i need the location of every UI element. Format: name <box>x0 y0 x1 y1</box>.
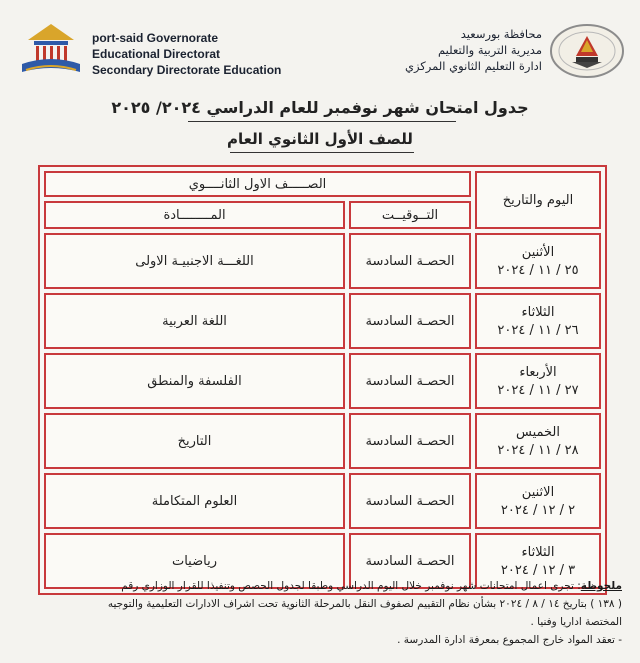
subject-cell: الفلسفة والمنطق <box>44 353 345 409</box>
governorate-ar: محافظة بورسعيد <box>460 27 542 41</box>
day-cell <box>475 293 601 349</box>
directorate-en: Educational Directorat <box>92 47 221 61</box>
note-line-3: المختصة اداريا وفنيا . <box>530 616 622 628</box>
note-line-4: - تعقد المواد خارج المجموع بمعرفة ادارة المدرسة . <box>397 634 622 646</box>
exam-date: ٢ / ١٢ / ٢٠٢٤ <box>500 502 576 518</box>
day-cell <box>475 413 601 469</box>
exam-date: ٢٧ / ١١ / ٢٠٢٤ <box>497 382 579 398</box>
table-row <box>44 473 601 529</box>
exam-table <box>38 165 607 595</box>
time-cell: الحصـة السادسة <box>349 233 471 289</box>
subject-header: المــــــــادة <box>44 201 345 229</box>
exam-date: ٢٥ / ١١ / ٢٠٢٤ <box>497 262 579 278</box>
time-header: التــوقيــت <box>349 201 471 229</box>
title-underline <box>188 121 456 122</box>
exam-date: ٢٨ / ١١ / ٢٠٢٤ <box>497 442 579 458</box>
day-cell <box>475 353 601 409</box>
time-cell: الحصـة السادسة <box>349 533 471 589</box>
day-name: الأثنين <box>521 244 555 260</box>
day-cell <box>475 473 601 529</box>
notes-section <box>18 577 622 649</box>
time-cell: الحصـة السادسة <box>349 413 471 469</box>
secondary-directorate-ar: ادارة التعليم الثانوي المركزي <box>404 59 542 73</box>
table-row <box>44 353 601 409</box>
table-row <box>44 413 601 469</box>
day-name: الخميس <box>516 424 560 440</box>
day-date-header: اليوم والتاريخ <box>475 171 601 229</box>
grade-header: الصـــــف الاول الثانــــوي <box>44 171 471 197</box>
day-name: الثلاثاء <box>521 304 555 320</box>
subject-cell: رياضيات <box>44 533 345 589</box>
header-english <box>92 30 281 78</box>
schedule-title: جدول امتحان شهر نوفمبر للعام الدراسي ٢٠٢٤/ ٢٠٢٥ <box>111 98 529 117</box>
subject-cell: العلوم المتكاملة <box>44 473 345 529</box>
note-text-1: : تجرى اعمال امتحانات شهر نوفمبر خلال اليوم الدراسي وطبقا لجدول الحصص وتنفيذا للقرار الوزاري رقم <box>121 580 581 592</box>
day-name: الأربعاء <box>519 364 557 380</box>
day-name: الاثنين <box>521 484 555 500</box>
day-name: الثلاثاء <box>521 544 555 560</box>
subtitle-underline <box>230 152 414 153</box>
grade-title: للصف الأول الثانوي العام <box>227 130 413 148</box>
table-row <box>44 233 601 289</box>
table-row <box>44 293 601 349</box>
governorate-en: port-said Governorate <box>92 31 219 45</box>
note-line-1 <box>18 577 622 595</box>
subject-cell: اللغة العربية <box>44 293 345 349</box>
subject-cell: التاريخ <box>44 413 345 469</box>
directorate-logo-icon <box>548 22 626 80</box>
time-cell: الحصـة السادسة <box>349 353 471 409</box>
note-label: ملحوظة <box>580 580 622 592</box>
directorate-ar: مديرية التربية والتعليم <box>438 43 542 57</box>
secondary-directorate-en: Secondary Directorate Education <box>92 63 282 77</box>
header-arabic <box>405 26 542 74</box>
subject-cell: اللغـــة الاجنبيـة الاولى <box>44 233 345 289</box>
ministry-logo-icon <box>14 18 88 80</box>
day-cell <box>475 233 601 289</box>
time-cell: الحصـة السادسة <box>349 473 471 529</box>
exam-date: ٢٦ / ١١ / ٢٠٢٤ <box>497 322 579 338</box>
time-cell: الحصـة السادسة <box>349 293 471 349</box>
note-line-2: ( ١٣٨ ) بتاريخ ١٤ / ٨ / ٢٠٢٤ بشأن نظام التقييم لصفوف النقل بالمرحلة الثانوية تحت اشراف الادارات التعليمية والتوجيه <box>107 598 622 610</box>
exam-date: ٣ / ١٢ / ٢٠٢٤ <box>500 562 576 578</box>
